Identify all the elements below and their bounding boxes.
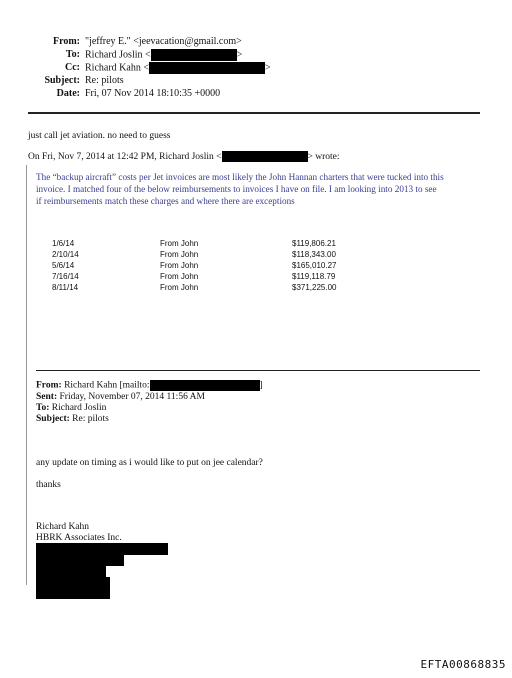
row-date: 1/6/14: [52, 239, 75, 248]
from-label: From:: [52, 36, 80, 47]
redaction-block: [36, 566, 106, 577]
forwarded-divider: [36, 370, 480, 371]
fwd-subject-value: Re: pilots: [72, 414, 109, 424]
fwd-thanks: thanks: [36, 480, 61, 490]
fwd-to-label: To:: [36, 403, 50, 413]
cc-label: Cc:: [65, 62, 80, 73]
date-value: Fri, 07 Nov 2014 18:10:35 +0000: [85, 88, 221, 99]
cc-value-wrap: [85, 62, 271, 74]
row-date: 2/10/14: [52, 250, 79, 259]
quoted-line: The “backup aircraft” costs per Jet invoices are most likely the John Hannan charters that were tucked into this: [36, 172, 444, 182]
row-source: From John: [160, 250, 199, 259]
to-value: Richard Joslin <: [85, 49, 151, 61]
table-row: [52, 238, 352, 249]
to-close-bracket: >: [236, 49, 243, 61]
fwd-subject-label: Subject:: [36, 414, 70, 424]
row-amount: $119,118.79: [292, 272, 336, 281]
redaction-block: [150, 380, 260, 391]
redaction-block: [222, 151, 308, 162]
reimbursement-table: [52, 238, 352, 293]
to-label: To:: [65, 49, 80, 60]
quoted-line: invoice. I matched four of the below reimbursements to invoices I have on file. I am looking into 2013 to see: [36, 184, 437, 194]
subject-value: Re: pilots: [85, 75, 124, 86]
fwd-from-value: Richard Kahn [mailto:: [64, 380, 150, 391]
subject-label: Subject:: [44, 75, 80, 86]
table-row: [52, 249, 352, 260]
redaction-block: [151, 49, 237, 61]
redaction-block: [36, 588, 110, 599]
row-date: 8/11/14: [52, 283, 79, 292]
fwd-sent-label: Sent:: [36, 392, 58, 402]
fwd-close-bracket: ]: [259, 380, 263, 391]
row-source: From John: [160, 283, 199, 292]
quoted-line: if reimbursements match these charges and where there are exceptions: [36, 196, 295, 206]
document-id: EFTA00868835: [420, 658, 506, 671]
table-row: [52, 260, 352, 271]
fwd-subject-row: [36, 414, 109, 425]
row-amount: $119,806.21: [292, 239, 336, 248]
signature-company: HBRK Associates Inc.: [36, 533, 122, 543]
fwd-sent-value: Friday, November 07, 2014 11:56 AM: [59, 392, 205, 402]
reply-text: just call jet aviation. no need to guess: [28, 131, 171, 141]
redaction-block: [36, 555, 124, 566]
row-amount: $371,225.00: [292, 283, 337, 292]
row-amount: $118,343.00: [292, 250, 336, 259]
row-source: From John: [160, 272, 199, 281]
row-date: 5/6/14: [52, 261, 75, 270]
table-row: [52, 282, 352, 293]
fwd-from-row: [36, 380, 263, 392]
cc-value: Richard Kahn <: [85, 62, 149, 74]
fwd-from-label: From:: [36, 380, 62, 391]
fwd-to-value: Richard Joslin: [51, 403, 107, 413]
row-date: 7/16/14: [52, 272, 79, 281]
quote-intro-suffix: > wrote:: [307, 152, 340, 162]
fwd-message: any update on timing as i would like to put on jee calendar?: [36, 458, 263, 468]
quoted-paragraph: [36, 171, 480, 207]
fwd-to-row: [36, 403, 106, 414]
quote-intro: [28, 151, 340, 163]
cc-close-bracket: >: [264, 62, 271, 74]
table-row: [52, 271, 352, 282]
row-source: From John: [160, 261, 199, 270]
header-divider: [28, 112, 480, 114]
date-label: Date:: [56, 88, 80, 99]
redaction-block: [149, 62, 265, 74]
to-value-wrap: [85, 49, 242, 61]
quote-intro-prefix: On Fri, Nov 7, 2014 at 12:42 PM, Richard Joslin <: [28, 152, 222, 162]
signature-name: Richard Kahn: [36, 522, 90, 532]
from-value: "jeffrey E." <jeevacation@gmail.com>: [85, 36, 242, 47]
quoted-message-bar: [26, 165, 481, 585]
row-source: From John: [160, 239, 199, 248]
fwd-sent-row: [36, 392, 205, 403]
redaction-block: [36, 543, 168, 555]
row-amount: $165,010.27: [292, 261, 337, 270]
redaction-block: [36, 577, 110, 588]
